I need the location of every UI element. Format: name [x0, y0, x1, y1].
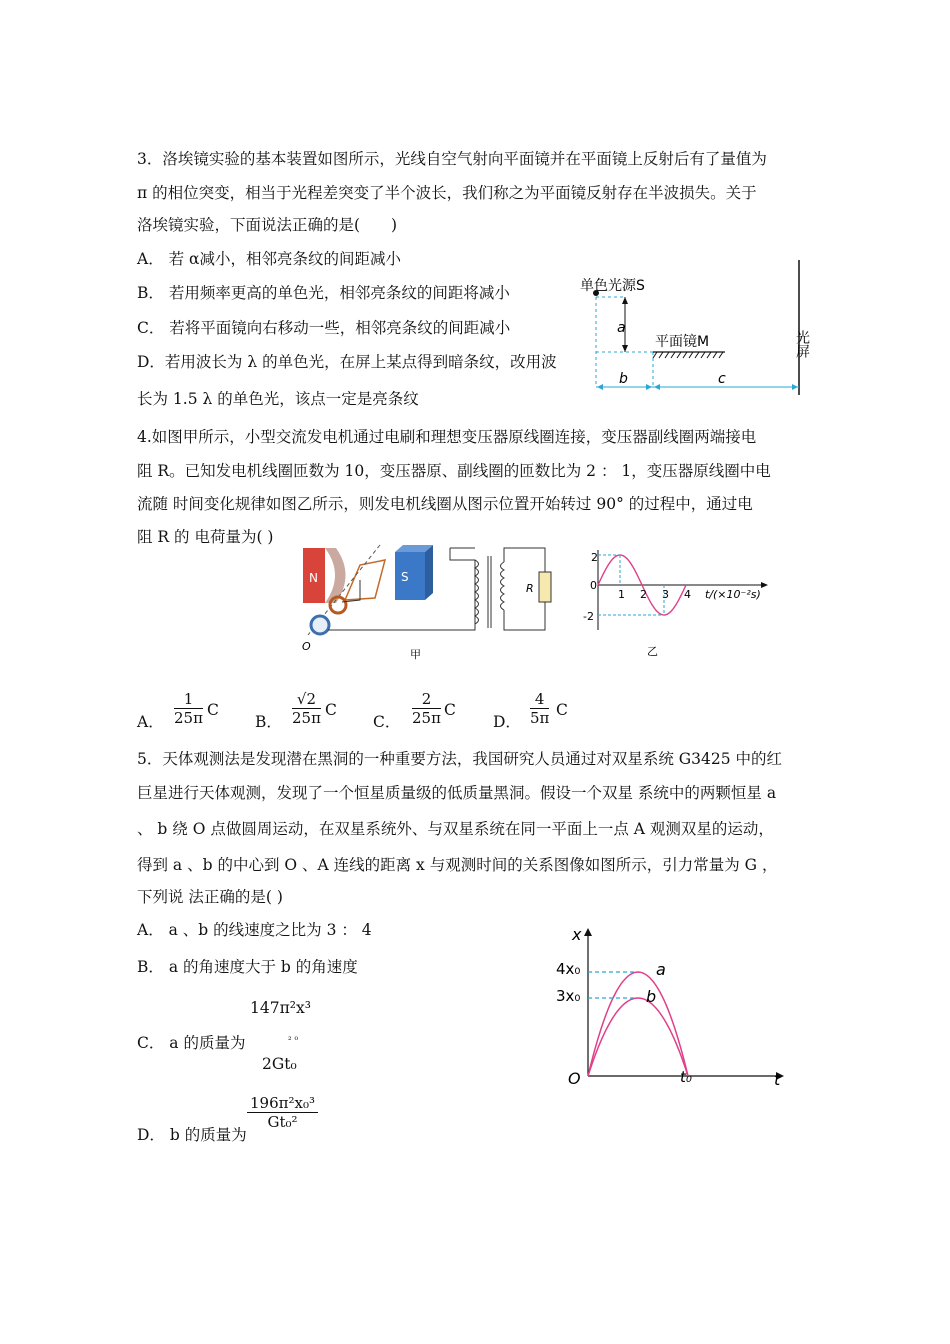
magnet-n-label: N [309, 571, 318, 585]
q3-option-d-line1: D．若用波长为 λ 的单色光，在屏上某点得到暗条纹，改用波 [137, 353, 557, 371]
q5-option-c-label: C． a 的质量为 [137, 1034, 246, 1052]
q3-stem-line1: 3．洛埃镜实验的基本装置如图所示，光线自空气射向平面镜并在平面镜上反射后有了量值为 [137, 150, 767, 168]
q4-stem-line2: 阻 R。已知发电机线圈匝数为 10，变压器原、副线圈的匝数比为 2 ： 1，变压器原线圈中电 [137, 462, 771, 480]
tick-2: 2 [640, 588, 647, 601]
q5-stem-line2: 巨星进行天体观测，发现了一个恒星质量级的低质量黑洞。假设一个双星 系统中的两颗恒星 a [137, 784, 777, 802]
q5-option-d-fraction: $\frac{\text{196π²x₀³}}{\text{Gt₀²}}$ [247, 1094, 318, 1131]
curve-b [588, 998, 688, 1076]
origin-o-label: O [568, 1069, 581, 1088]
q3-option-d-line2: 长为 1.5 λ 的单色光，该点一定是亮条纹 [137, 390, 419, 408]
figure-yi-caption: 乙 [647, 645, 658, 658]
y-neg-label: -2 [583, 610, 594, 623]
curve-a-label: a [656, 960, 666, 979]
q5-option-d-label: D． b 的质量为 [137, 1126, 247, 1144]
q4-option-c-fraction: $\frac{2}{25\pi}$ [412, 690, 441, 727]
q4-option-b-label: B． [255, 713, 282, 731]
tick-1: 1 [618, 588, 625, 601]
y-4x0-label: 4x₀ [556, 960, 581, 978]
curve-b-label: b [646, 987, 657, 1006]
origin-label: 0 [590, 579, 597, 592]
q3-option-b: B． 若用频率更高的单色光，相邻亮条纹的间距将减小 [137, 284, 510, 302]
y-axis-label: x [572, 925, 582, 944]
y-pos-label: 2 [591, 551, 598, 564]
source-label: 单色光源S [580, 278, 645, 294]
t-axis-label: t [774, 1070, 781, 1089]
q5-stem-line3: 、 b 绕 O 点做圆周运动，在双星系统外、与双星系统在同一平面上一点 A 观测双星的运动， [137, 820, 774, 838]
q4-option-a-unit: C [207, 701, 219, 719]
resistor-label: R [526, 582, 534, 595]
q4-option-d-unit: C [556, 701, 568, 719]
dim-c-label: c [718, 371, 726, 387]
q5-option-c-denominator: 2Gt₀ [262, 1055, 297, 1073]
q4-option-a-label: A． [137, 713, 164, 731]
figure-jia-caption: 甲 [410, 648, 421, 661]
q3-stem-line2: π 的相位突变，相当于光程差突变了半个波长，我们称之为平面镜反射存在半波损失。关于 [137, 184, 757, 202]
q4-option-d-label: D． [493, 713, 521, 731]
x-axis-label: t/(×10⁻²s) [705, 588, 761, 601]
dim-a-label: a [617, 320, 626, 336]
generator-figure [300, 540, 560, 670]
q5-option-c-numerator: 147π²x³ [250, 999, 311, 1017]
q4-stem-line3: 流随 时间变化规律如图乙所示，则发电机线圈从图示位置开始转过 90° 的过程中，通过电 [137, 495, 753, 513]
tick-3: 3 [662, 588, 669, 601]
axis-o-label: O [302, 640, 311, 653]
dim-b-label: b [619, 371, 628, 387]
mirror-label: 平面镜M [655, 334, 710, 350]
magnet-s [395, 552, 425, 600]
q4-option-c-unit: C [444, 701, 456, 719]
xt-graph [556, 920, 792, 1090]
lloyd-mirror-figure [575, 255, 815, 405]
tick-4: 4 [684, 588, 691, 601]
y-3x0-label: 3x₀ [556, 987, 581, 1005]
q5-option-c-exponent: ² ⁰ [288, 1036, 299, 1046]
q5-option-b: B． a 的角速度大于 b 的角速度 [137, 958, 358, 976]
resistor-r [539, 572, 551, 602]
q4-option-d-fraction: $\frac{4}{5\pi}$ [530, 690, 550, 727]
q3-stem-line3: 洛埃镜实验，下面说法正确的是( ) [137, 216, 398, 234]
q3-option-a: A． 若 α减小，相邻亮条纹的间距减小 [137, 250, 402, 268]
q4-option-c-label: C． [373, 713, 401, 731]
screen-label: 光屏 [794, 330, 810, 358]
q4-stem-line1: 4.如图甲所示，小型交流发电机通过电刷和理想变压器原线圈连接，变压器副线圈两端接电 [137, 428, 757, 446]
q3-option-c: C． 若将平面镜向右移动一些，相邻亮条纹的间距减小 [137, 319, 511, 337]
q4-stem-line4: 阻 R 的 电荷量为( ) [137, 528, 274, 546]
q5-stem-line5: 下列说 法正确的是( ) [137, 888, 283, 906]
q5-stem-line4: 得到 a 、b 的中心到 O 、A 连线的距离 x 与观测时间的关系图像如图所示，引力常量为 G ， [137, 856, 778, 874]
q5-stem-line1: 5．天体观测法是发现潜在黑洞的一种重要方法，我国研究人员通过对双星系统 G3425 中的红 [137, 750, 783, 768]
magnet-s-label: S [401, 570, 409, 584]
q4-option-b-unit: C [325, 701, 337, 719]
current-graph [585, 545, 775, 665]
q5-option-a: A． a 、b 的线速度之比为 3 ： 4 [137, 921, 372, 939]
q4-option-b-fraction: $\frac{√2}{25\pi}$ [292, 690, 321, 727]
q4-option-a-fraction: $\frac{1}{25\pi}$ [174, 690, 203, 727]
t0-label: t₀ [680, 1068, 692, 1086]
curve-a [588, 972, 688, 1076]
